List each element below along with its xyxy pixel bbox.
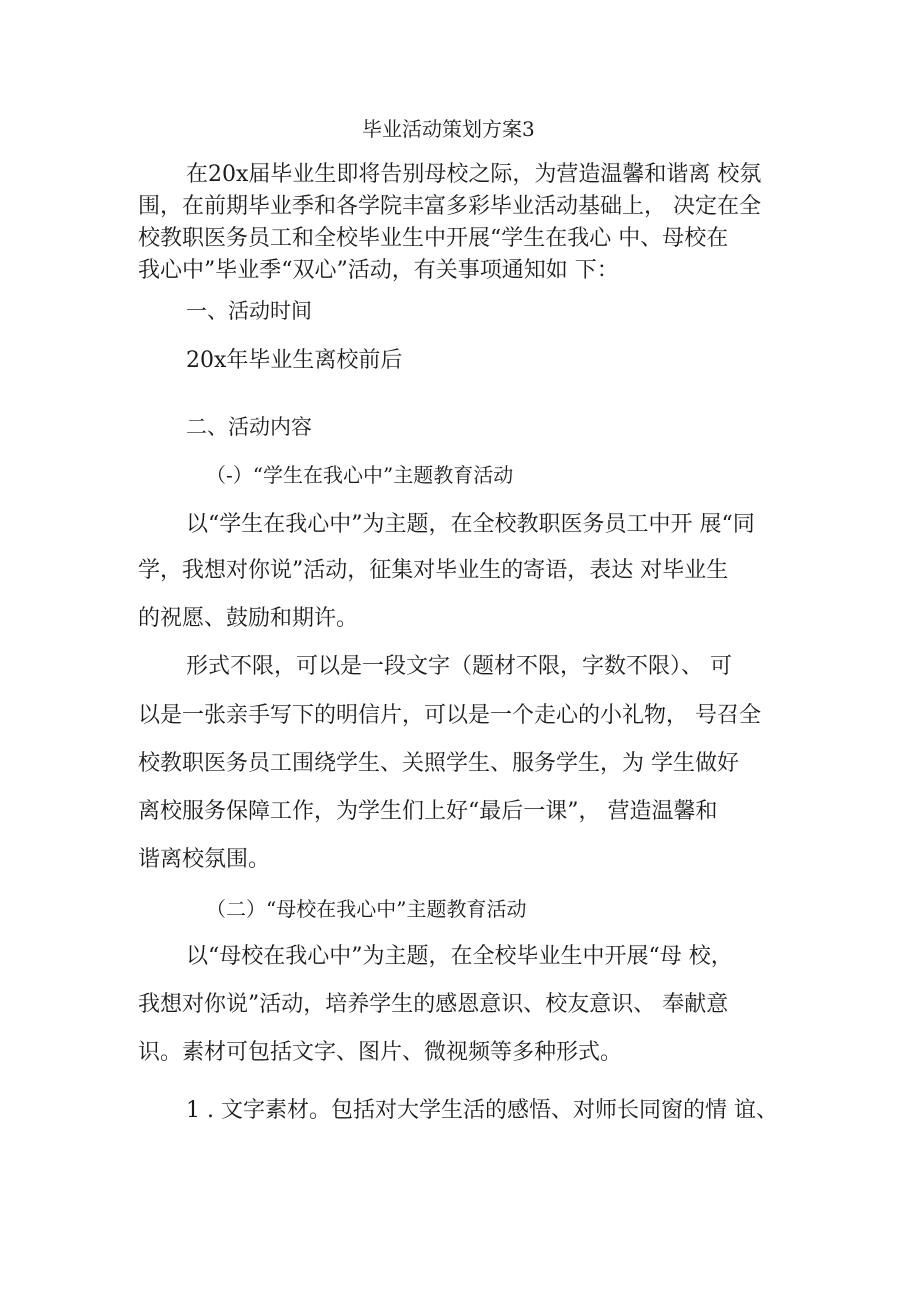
section-2-heading: 二、活动内容 (186, 415, 312, 439)
subsection-1-heading: （-）“学生在我心中”主题教育活动 (206, 463, 514, 487)
sub1-para1-line-3: 的祝愿、鼓励和期许。 (138, 606, 359, 631)
section-1-heading: 一、活动时间 (186, 299, 312, 323)
document-title: 毕业活动策划方案3 (362, 117, 535, 141)
sub2-para1-line-1: 以“母校在我心中”为主题，在全校毕业生中开展“母 校， (186, 944, 733, 969)
intro-line-2: 围，在前期毕业季和各学院丰富多彩毕业活动基础上， 决定在全 (138, 194, 761, 219)
intro-line-3: 校教职医务员工和全校毕业生中开展“学生在我心 中、母校在 (138, 226, 729, 251)
intro-line-1: 在20x届毕业生即将告别母校之际，为营造温馨和谐离 校氛 (186, 162, 762, 187)
sub1-para1-line-1: 以“学生在我心中”为主题，在全校教职医务员工中开 展“同 (186, 512, 755, 537)
subsection-2-heading: （二）“母校在我心中”主题教育活动 (206, 897, 527, 921)
section-1-text: 20x年毕业生离校前后 (186, 348, 403, 373)
intro-line-4: 我心中”毕业季“双心”活动，有关事项通知如 下： (138, 258, 619, 283)
sub1-para2-line-4: 离校服务保障工作，为学生们上好“最后一课”， 营造温馨和 (138, 799, 718, 824)
sub1-para2-line-3: 校教职医务员工围绕学生、关照学生、服务学生，为 学生做好 (138, 751, 739, 776)
sub1-para1-line-2: 学，我想对你说”活动，征集对毕业生的寄语，表达 对毕业生 (138, 558, 729, 583)
sub1-para2-line-5: 谐离校氛围。 (138, 847, 271, 872)
sub1-para2-line-1: 形式不限，可以是一段文字（题材不限，字数不限）、 可 (186, 654, 732, 679)
sub2-para1-line-2: 我想对你说”活动，培养学生的感恩意识、校友意识、 奉献意 (138, 992, 729, 1017)
item-1-line: 1 . 文字素材。包括对大学生活的感悟、对师长同窗的情 谊、 (186, 1098, 778, 1123)
sub1-para2-line-2: 以是一张亲手写下的明信片，可以是一个走心的小礼物， 号召全 (138, 703, 761, 728)
sub2-para1-line-3: 识。素材可包括文字、图片、微视频等多种形式。 (138, 1040, 623, 1065)
